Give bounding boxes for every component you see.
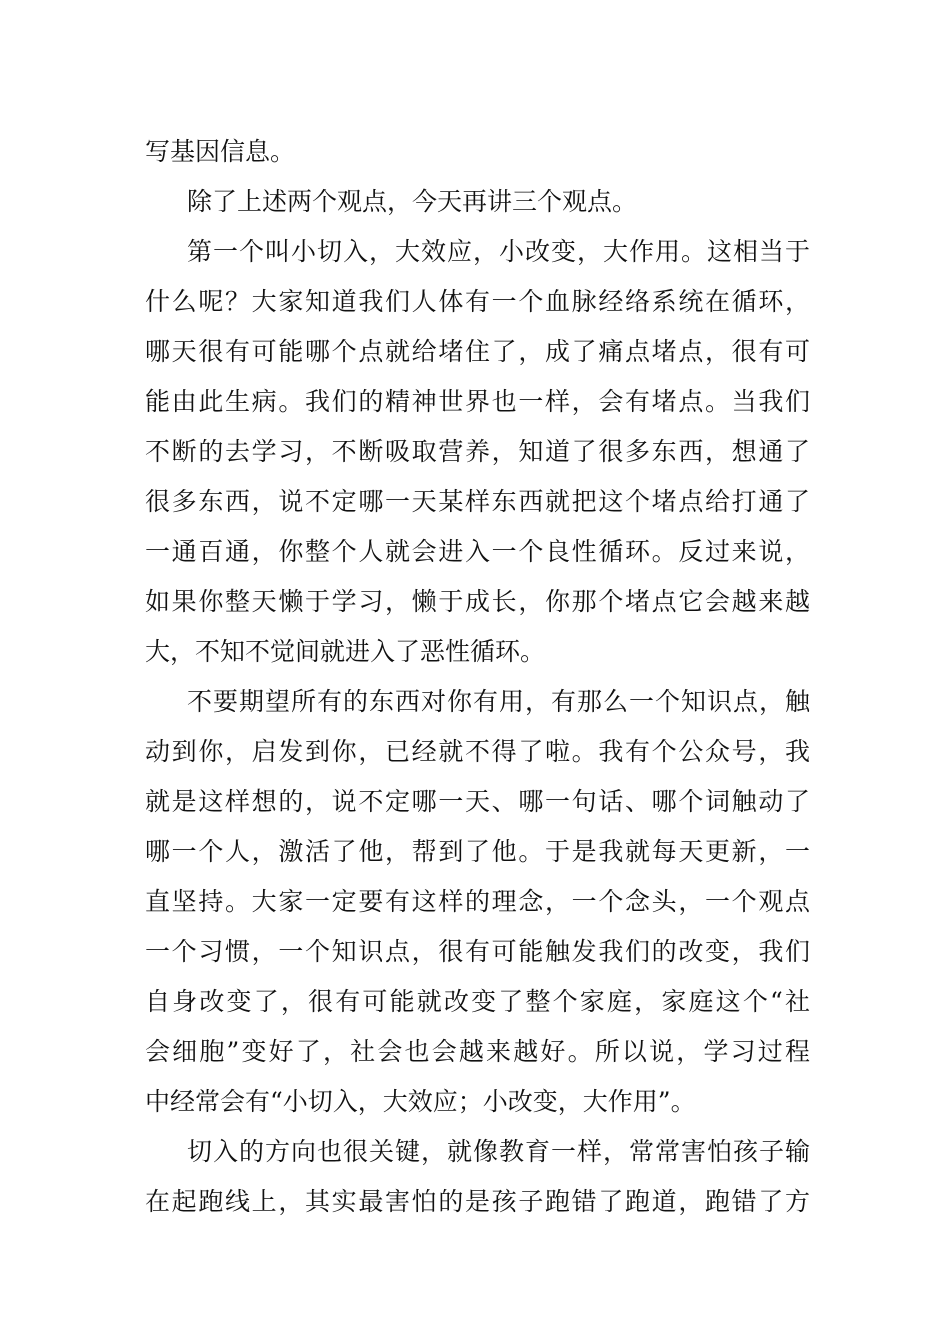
text-line: 一通百通，你整个人就会进入一个良性循环。反过来说， xyxy=(145,537,810,566)
text-line: 不断的去学习，不断吸取营养，知道了很多东西，想通了 xyxy=(145,437,810,466)
text-line: 写基因信息。 xyxy=(145,137,296,166)
text-line: 哪一个人，激活了他，帮到了他。于是我就每天更新，一 xyxy=(145,837,810,866)
text-line: 就是这样想的，说不定哪一天、哪一句话、哪个词触动了 xyxy=(145,787,810,816)
text-line: 会细胞”变好了，社会也会越来越好。所以说，学习过程 xyxy=(145,1037,810,1066)
paragraph-start-line: 不要期望所有的东西对你有用，有那么一个知识点，触 xyxy=(187,687,810,716)
text-line: 自身改变了，很有可能就改变了整个家庭，家庭这个“社 xyxy=(145,987,810,1016)
text-line: 哪天很有可能哪个点就给堵住了，成了痛点堵点，很有可 xyxy=(145,337,810,366)
text-line: 什么呢？大家知道我们人体有一个血脉经络系统在循环， xyxy=(145,287,810,316)
paragraph-start-line: 第一个叫小切入，大效应，小改变，大作用。这相当于 xyxy=(187,237,810,266)
text-line: 在起跑线上，其实最害怕的是孩子跑错了跑道，跑错了方 xyxy=(145,1187,810,1216)
text-line: 能由此生病。我们的精神世界也一样，会有堵点。当我们 xyxy=(145,387,810,416)
paragraph-start-line: 除了上述两个观点，今天再讲三个观点。 xyxy=(187,187,638,216)
text-line: 一个习惯，一个知识点，很有可能触发我们的改变，我们 xyxy=(145,937,810,966)
text-line: 直坚持。大家一定要有这样的理念，一个念头，一个观点 xyxy=(145,887,810,916)
text-line: 大，不知不觉间就进入了恶性循环。 xyxy=(145,637,546,666)
text-line: 中经常会有“小切入，大效应；小改变，大作用”。 xyxy=(145,1087,696,1116)
text-line: 动到你，启发到你，已经就不得了啦。我有个公众号，我 xyxy=(145,737,810,766)
paragraph-start-line: 切入的方向也很关键，就像教育一样，常常害怕孩子输 xyxy=(187,1137,810,1166)
text-line: 很多东西，说不定哪一天某样东西就把这个堵点给打通了 xyxy=(145,487,810,516)
body-text xyxy=(145,127,810,1227)
text-line: 如果你整天懒于学习，懒于成长，你那个堵点它会越来越 xyxy=(145,587,810,616)
